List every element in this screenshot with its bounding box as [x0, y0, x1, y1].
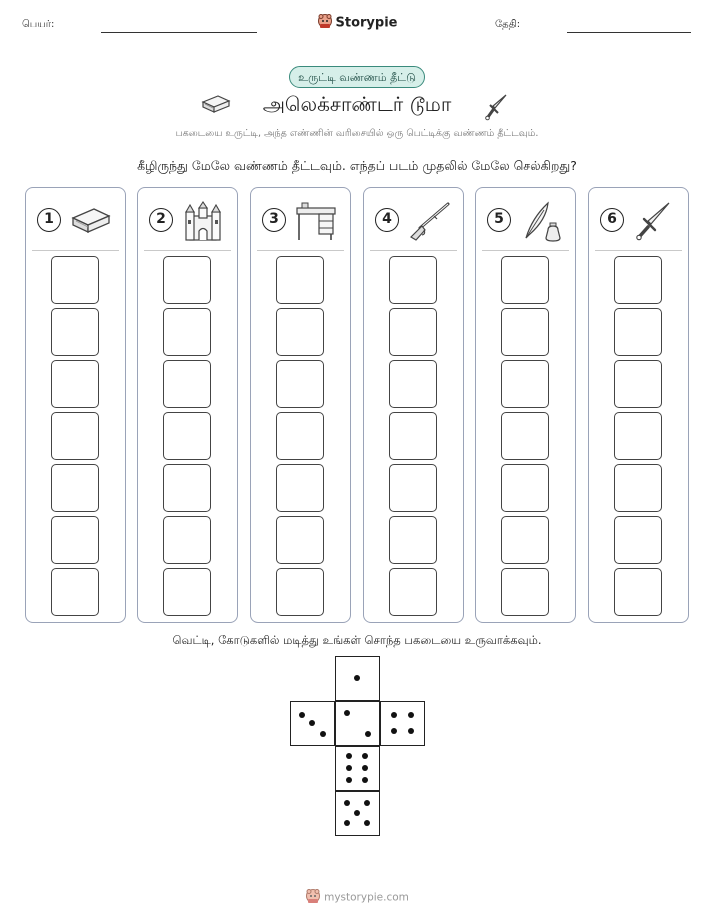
desk-icon — [293, 200, 339, 242]
die-pip — [354, 810, 360, 816]
footer-logo-icon — [305, 888, 321, 907]
column-number: 2 — [149, 208, 173, 232]
date-line[interactable] — [567, 32, 691, 33]
die-face-1 — [335, 656, 380, 701]
column-divider — [32, 250, 119, 251]
column-divider — [144, 250, 231, 251]
die-pip — [320, 731, 326, 737]
die-pip — [365, 731, 371, 737]
die-pip — [364, 800, 370, 806]
color-box[interactable] — [501, 308, 549, 356]
die-pip — [408, 712, 414, 718]
color-box[interactable] — [614, 360, 662, 408]
worksheet-subtitle: பகடையை உருட்டி, அந்த எண்ணின் வரிசையில் ஒரு பெட்டிக்கு வண்ணம் தீட்டவும். — [175, 128, 539, 139]
color-box[interactable] — [51, 568, 99, 616]
dice-column-6 — [588, 187, 689, 623]
color-box[interactable] — [389, 464, 437, 512]
die-pip — [408, 728, 414, 734]
color-box[interactable] — [51, 256, 99, 304]
dice-column-1 — [25, 187, 126, 623]
color-box[interactable] — [389, 308, 437, 356]
color-box[interactable] — [276, 412, 324, 460]
color-box[interactable] — [163, 412, 211, 460]
color-box[interactable] — [501, 412, 549, 460]
color-box[interactable] — [51, 308, 99, 356]
die-pip — [346, 765, 352, 771]
column-divider — [595, 250, 682, 251]
color-box[interactable] — [389, 256, 437, 304]
color-box[interactable] — [276, 360, 324, 408]
dice-column-3 — [250, 187, 351, 623]
column-number: 3 — [262, 208, 286, 232]
color-box[interactable] — [389, 360, 437, 408]
die-pip — [354, 675, 360, 681]
die-face-6 — [335, 746, 380, 791]
color-box[interactable] — [276, 256, 324, 304]
color-box[interactable] — [501, 256, 549, 304]
column-divider — [482, 250, 569, 251]
color-box[interactable] — [614, 568, 662, 616]
color-box[interactable] — [163, 308, 211, 356]
footer — [0, 888, 714, 907]
color-box[interactable] — [501, 568, 549, 616]
color-box[interactable] — [276, 568, 324, 616]
musket-icon — [406, 200, 452, 242]
die-pip — [344, 800, 350, 806]
dice-column-4 — [363, 187, 464, 623]
color-box[interactable] — [501, 516, 549, 564]
storypie-logo-icon — [317, 13, 333, 33]
color-box[interactable] — [51, 360, 99, 408]
dice-column-5 — [475, 187, 576, 623]
book-icon — [68, 200, 114, 242]
die-pip — [344, 710, 350, 716]
name-label: பெயர்: — [22, 19, 55, 30]
die-face-4 — [380, 701, 425, 746]
color-box[interactable] — [614, 516, 662, 564]
die-pip — [362, 777, 368, 783]
column-divider — [257, 250, 344, 251]
color-box[interactable] — [614, 256, 662, 304]
brand — [0, 13, 714, 33]
brand-name: Storypie — [335, 15, 398, 31]
footer-site: mystorypie.com — [324, 891, 409, 904]
color-box[interactable] — [501, 464, 549, 512]
die-pip — [346, 753, 352, 759]
color-box[interactable] — [501, 360, 549, 408]
color-box[interactable] — [163, 464, 211, 512]
dice-column-2 — [137, 187, 238, 623]
die-pip — [346, 777, 352, 783]
color-box[interactable] — [614, 412, 662, 460]
date-label: தேதி: — [495, 19, 521, 30]
column-number: 5 — [487, 208, 511, 232]
die-pip — [362, 753, 368, 759]
color-box[interactable] — [276, 308, 324, 356]
color-box[interactable] — [163, 516, 211, 564]
color-box[interactable] — [163, 568, 211, 616]
color-box[interactable] — [51, 412, 99, 460]
column-number: 4 — [375, 208, 399, 232]
color-box[interactable] — [389, 516, 437, 564]
column-number: 6 — [600, 208, 624, 232]
color-box[interactable] — [276, 464, 324, 512]
sword-icon — [484, 92, 510, 126]
die-face-3 — [290, 701, 335, 746]
die-pip — [362, 765, 368, 771]
die-face-2 — [335, 701, 380, 746]
die-pip — [344, 820, 350, 826]
die-pip — [391, 728, 397, 734]
color-box[interactable] — [276, 516, 324, 564]
color-box[interactable] — [614, 308, 662, 356]
color-box[interactable] — [163, 360, 211, 408]
color-box[interactable] — [389, 412, 437, 460]
column-number: 1 — [37, 208, 61, 232]
die-pip — [299, 712, 305, 718]
activity-badge: உருட்டி வண்ணம் தீட்டு — [289, 66, 425, 88]
worksheet-title: அலெக்சாண்டர் டூமா — [262, 92, 452, 116]
instruction-text: கீழிருந்து மேலே வண்ணம் தீட்டவும். எந்தப் படம் முதலில் மேலே செல்கிறது? — [137, 158, 577, 173]
color-box[interactable] — [51, 516, 99, 564]
die-pip — [309, 720, 315, 726]
color-box[interactable] — [614, 464, 662, 512]
cut-instruction: வெட்டி, கோடுகளில் மடித்து உங்கள் சொந்த பகடையை உருவாக்கவும். — [172, 633, 542, 647]
sword-icon — [631, 200, 677, 242]
die-face-5 — [335, 791, 380, 836]
color-box[interactable] — [51, 464, 99, 512]
column-divider — [370, 250, 457, 251]
color-box[interactable] — [389, 568, 437, 616]
color-box[interactable] — [163, 256, 211, 304]
die-pip — [364, 820, 370, 826]
castle-icon — [180, 200, 226, 242]
die-pip — [391, 712, 397, 718]
quill-inkpot-icon — [518, 200, 564, 242]
